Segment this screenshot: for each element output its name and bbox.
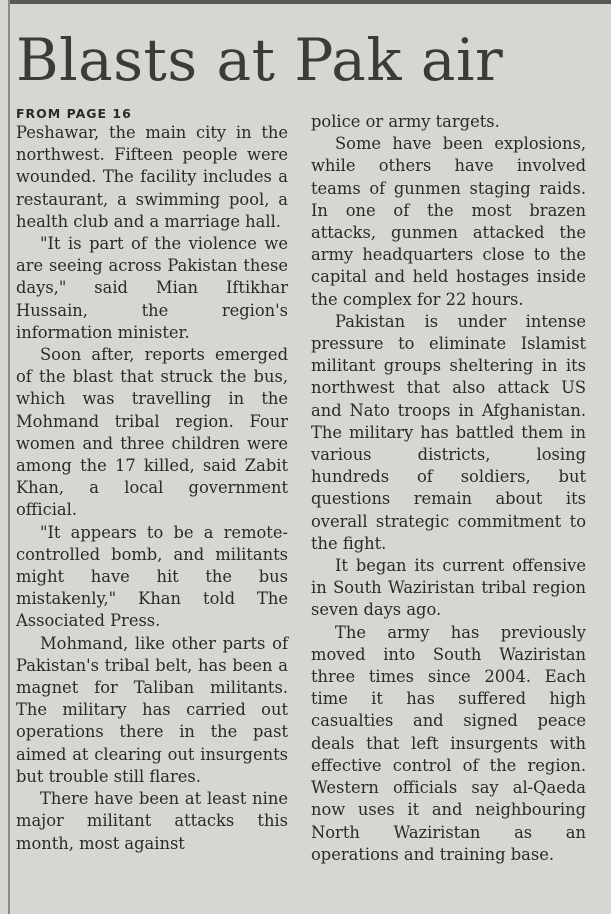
paragraph: "It appears to be a remote-controlled bomb, and militants might have hit the bus mistakenly," Khan told The Associated Press.: [16, 522, 288, 631]
paragraph: It began its current offensive in South Waziristan tribal region seven days ago.: [311, 556, 586, 620]
paragraph: Soon after, reports emerged of the blast that struck the bus, which was travelling in the Mohmand tribal region. Four women and three children were among the 17 killed, said Zabit Khan, a local government official.: [16, 345, 288, 520]
top-rule: [8, 0, 611, 4]
paragraph: Peshawar, the main city in the northwest. Fifteen people were wounded. The facility includes a restaurant, a swimming pool, a health club and a marriage hall.: [16, 123, 288, 231]
paragraph: Pakistan is under intense pressure to eliminate Islamist militant groups sheltering in its northwest that also attack US and Nato troops in Afghanistan. The military has battled them in various districts, losing hundreds of soldiers, but questions remain about its overall strategic commitment to the fight.: [311, 311, 586, 553]
left-column-rule: [8, 0, 10, 914]
headline: Blasts at Pak air: [16, 26, 504, 94]
paragraph: There have been at least nine major militant attacks this month, most against: [16, 789, 288, 853]
kicker: FROM PAGE 16: [16, 106, 132, 121]
article-column-left: [16, 106, 288, 855]
article-column-right: [311, 111, 586, 866]
paragraph: Some have been explosions, while others have involved teams of gunmen staging raids. In one of the most brazen attacks, gunmen attacked the army headquarters close to the capital and held hostages inside the complex for 22 hours.: [311, 134, 586, 309]
paragraph: Mohmand, like other parts of Pakistan's tribal belt, has been a magnet for Taliban militants. The military has carried out operations there in the past aimed at clearing out insurgents but trouble still flares.: [16, 633, 288, 786]
paragraph: police or army targets.: [311, 112, 500, 131]
paragraph: "It is part of the violence we are seeing across Pakistan these days," said Mian Iftikhar Hussain, the region's information minister.: [16, 234, 288, 342]
paragraph: The army has previously moved into South Waziristan three times since 2004. Each time it has suffered high casualties and signed peace deals that left insurgents with effective control of the region. Western officials say al-Qaeda now uses it and neighbouring North Waziristan as an operations and training base.: [311, 622, 586, 864]
